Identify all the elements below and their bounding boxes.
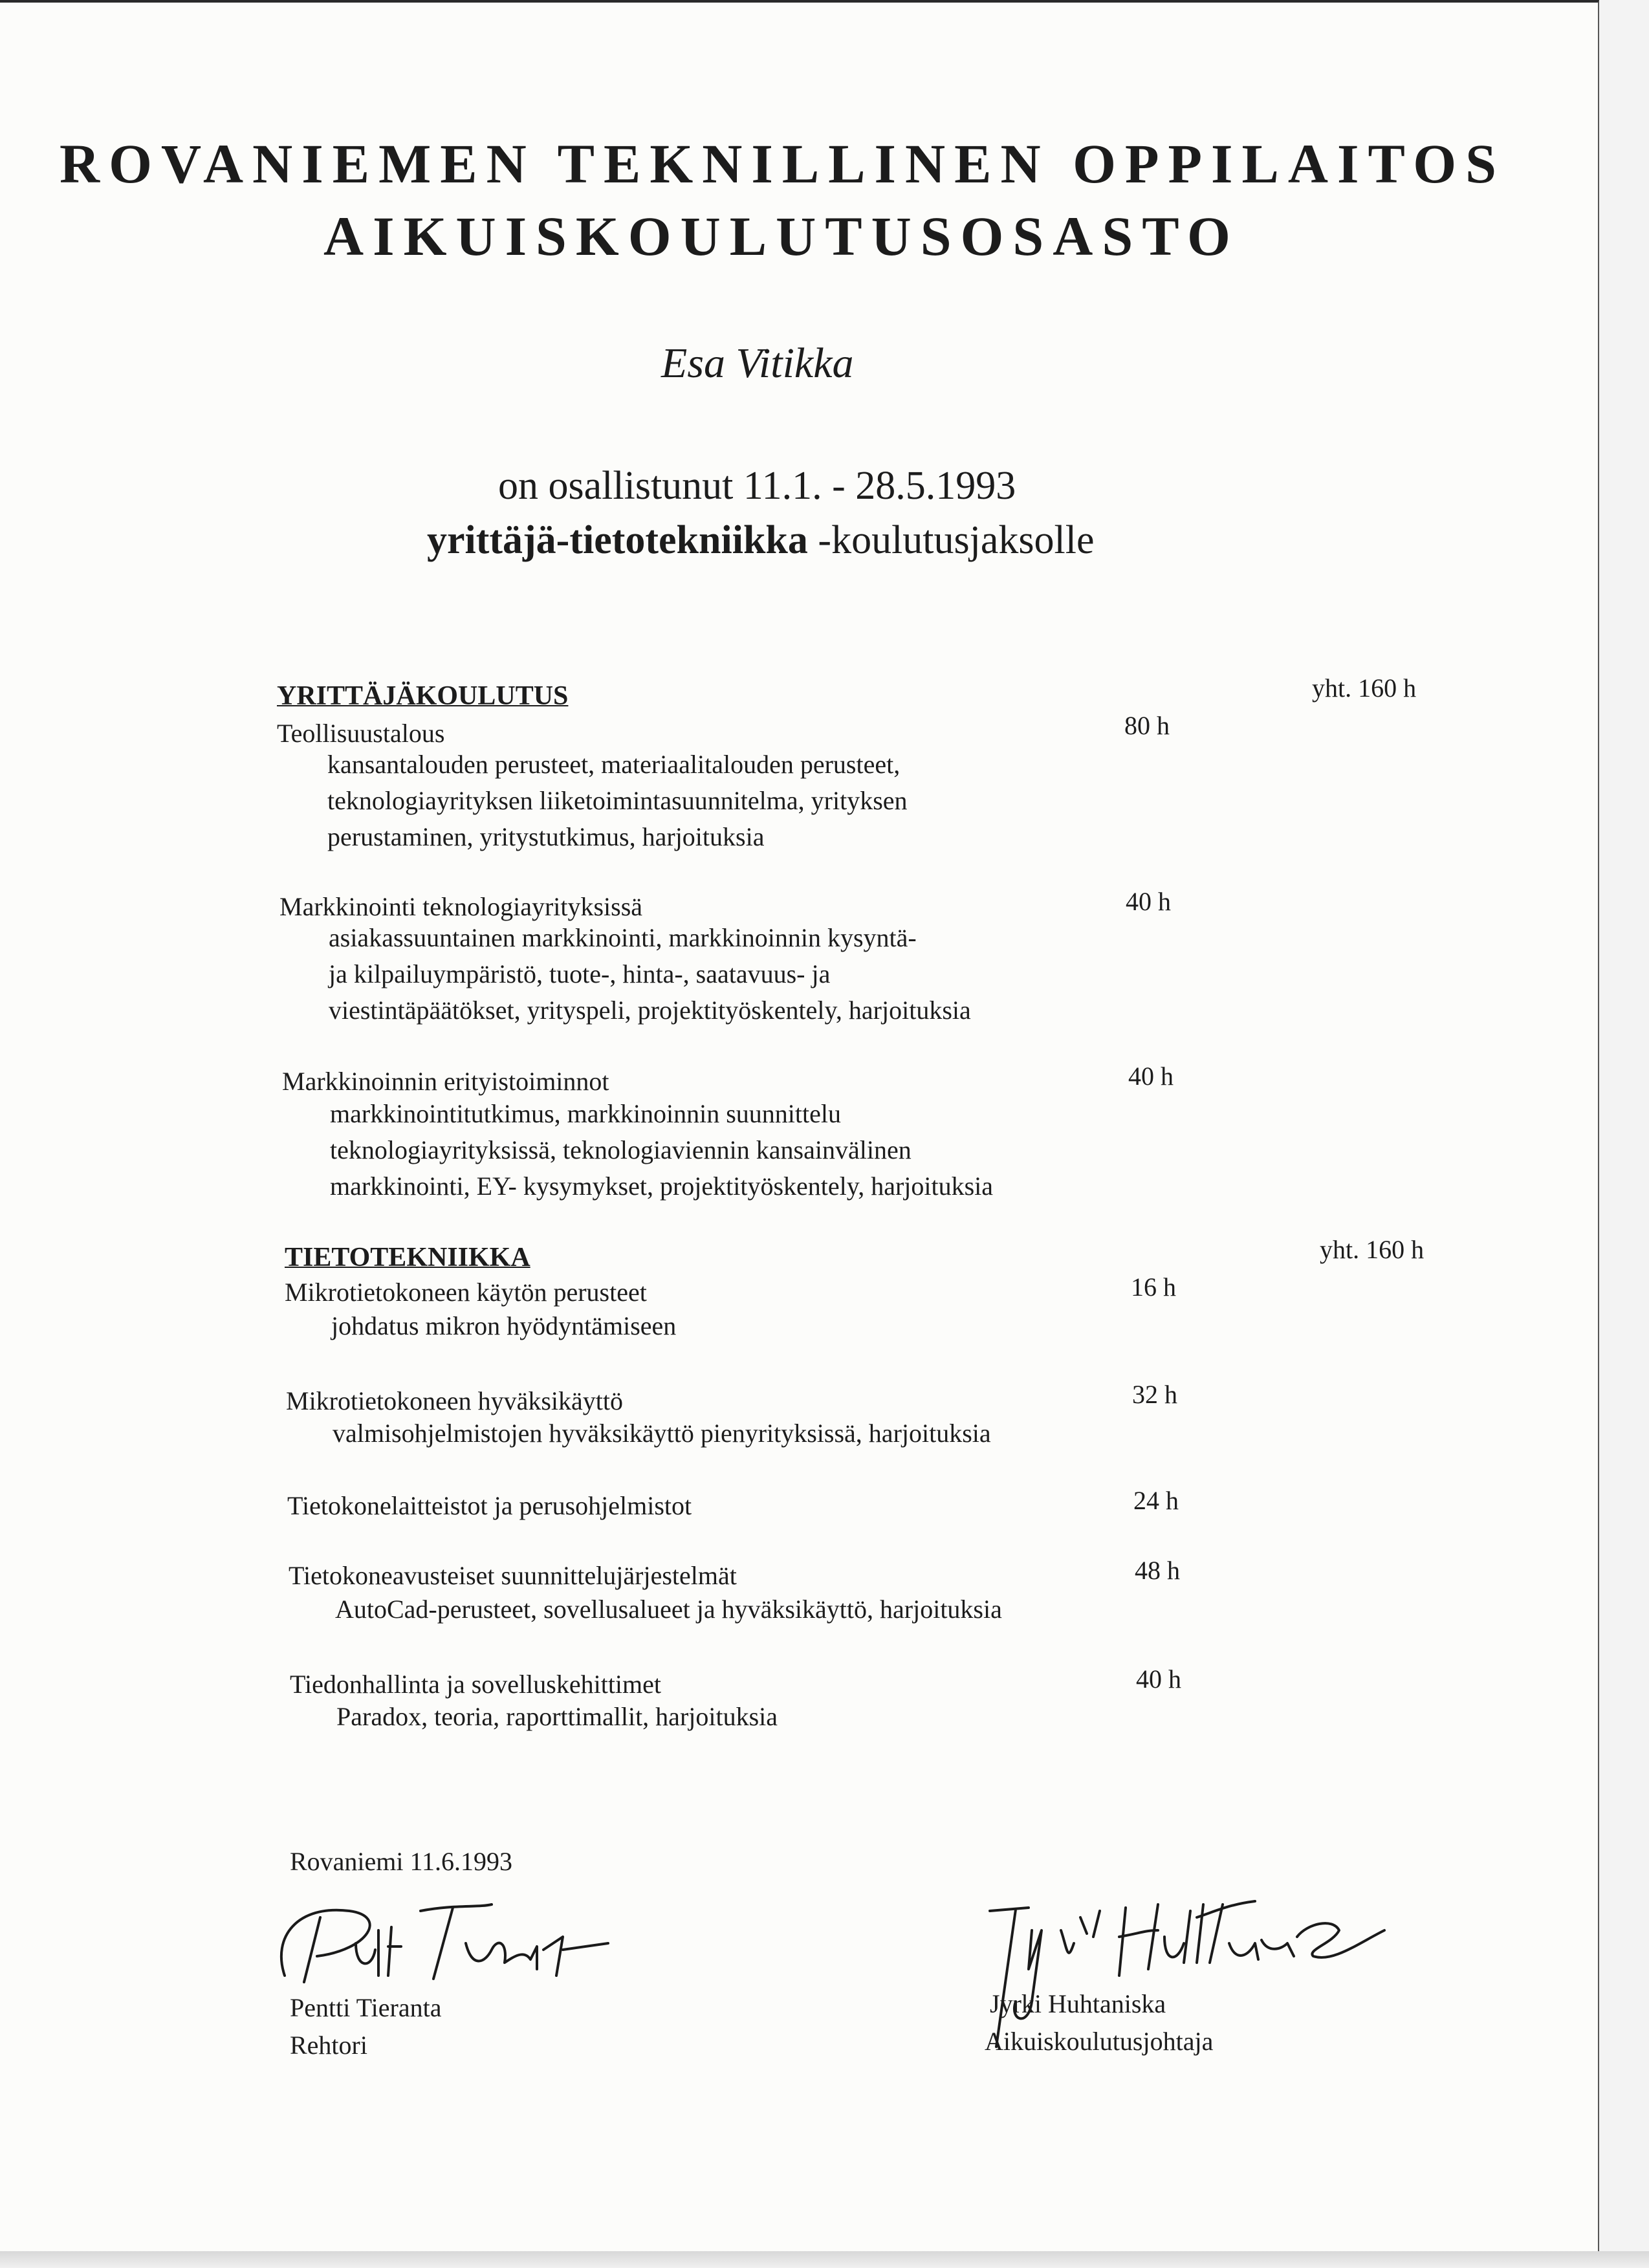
signature-pentti-tieranta bbox=[259, 1898, 621, 1995]
course-hours: 40 h bbox=[1126, 887, 1171, 916]
course-hours: 40 h bbox=[1128, 1062, 1174, 1091]
course-name: Mikrotietokoneen käytön perusteet bbox=[285, 1278, 647, 1307]
recipient-name: Esa Vitikka bbox=[661, 340, 854, 387]
signatory-name: Pentti Tieranta bbox=[290, 1993, 442, 2022]
course-description: Paradox, teoria, raporttimallit, harjoituksia bbox=[336, 1702, 778, 1731]
section-total-entrepreneurship: yht. 160 h bbox=[1312, 673, 1417, 703]
course-line bbox=[427, 518, 1095, 563]
course-description: kansantalouden perusteet, materiaalitalouden perusteet, teknologiayrityksen liiketoimintasuunnitelma, yrityksen perustaminen, yritystutkimus, harjoituksia bbox=[327, 750, 908, 851]
course-name: Tiedonhallinta ja sovelluskehittimet bbox=[290, 1670, 662, 1699]
paper-edge-shadow bbox=[0, 2251, 1649, 2268]
signatory-name: Jyrki Huhtaniska bbox=[990, 1989, 1166, 2018]
course-description: AutoCad-perusteet, sovellusalueet ja hyväksikäyttö, harjoituksia bbox=[335, 1595, 1002, 1624]
course-description: johdatus mikron hyödyntämiseen bbox=[331, 1311, 677, 1340]
signatory-title: Rehtori bbox=[290, 2031, 367, 2060]
course-program-suffix: -koulutusjaksolle bbox=[807, 518, 1095, 562]
course-description: asiakassuuntainen markkinointi, markkinoinnin kysyntä- ja kilpailuympäristö, tuote-, hinta-, saatavuus- ja viestintäpäätökset, yrityspeli, projektityöskentely, harjoituksia bbox=[329, 923, 971, 1025]
course-hours: 16 h bbox=[1131, 1272, 1176, 1302]
section-title-it: TIETOTEKNIIKKA bbox=[285, 1243, 530, 1272]
course-hours: 40 h bbox=[1136, 1664, 1181, 1694]
participation-statement: on osallistunut 11.1. - 28.5.1993 bbox=[498, 464, 1016, 508]
course-hours: 24 h bbox=[1133, 1486, 1179, 1515]
course-description: markkinointitutkimus, markkinoinnin suunnittelu teknologiayrityksissä, teknologiaviennin kansainvälinen markkinointi, EY- kysymykset, projektityöskentely, harjoituksia bbox=[330, 1099, 994, 1201]
course-name: Markkinointi teknologiayrityksissä bbox=[279, 892, 643, 921]
course-hours: 80 h bbox=[1124, 711, 1170, 740]
course-name: Tietokonelaitteistot ja perusohjelmistot bbox=[287, 1491, 692, 1520]
course-name: Mikrotietokoneen hyväksikäyttö bbox=[286, 1386, 624, 1415]
course-hours: 48 h bbox=[1135, 1556, 1180, 1585]
course-name: Tietokoneavusteiset suunnittelujärjestelmät bbox=[289, 1561, 737, 1590]
section-total-it: yht. 160 h bbox=[1320, 1235, 1425, 1264]
place-date: Rovaniemi 11.6.1993 bbox=[290, 1847, 513, 1876]
section-title-entrepreneurship: YRITTÄJÄKOULUTUS bbox=[277, 681, 569, 711]
course-name: Markkinoinnin erityistoiminnot bbox=[282, 1067, 609, 1096]
department-name: AIKUISKOULUTUSOSASTO bbox=[323, 205, 1239, 267]
course-hours: 32 h bbox=[1132, 1380, 1177, 1409]
institution-name: ROVANIEMEN TEKNILLINEN OPPILAITOS bbox=[60, 133, 1505, 195]
course-program-name: yrittäjä-tietotekniikka bbox=[427, 518, 808, 562]
signatory-title: Aikuiskoulutusjohtaja bbox=[985, 2027, 1214, 2056]
course-description: valmisohjelmistojen hyväksikäyttö pienyrityksissä, harjoituksia bbox=[333, 1419, 991, 1448]
course-name: Teollisuustalous bbox=[277, 719, 445, 748]
